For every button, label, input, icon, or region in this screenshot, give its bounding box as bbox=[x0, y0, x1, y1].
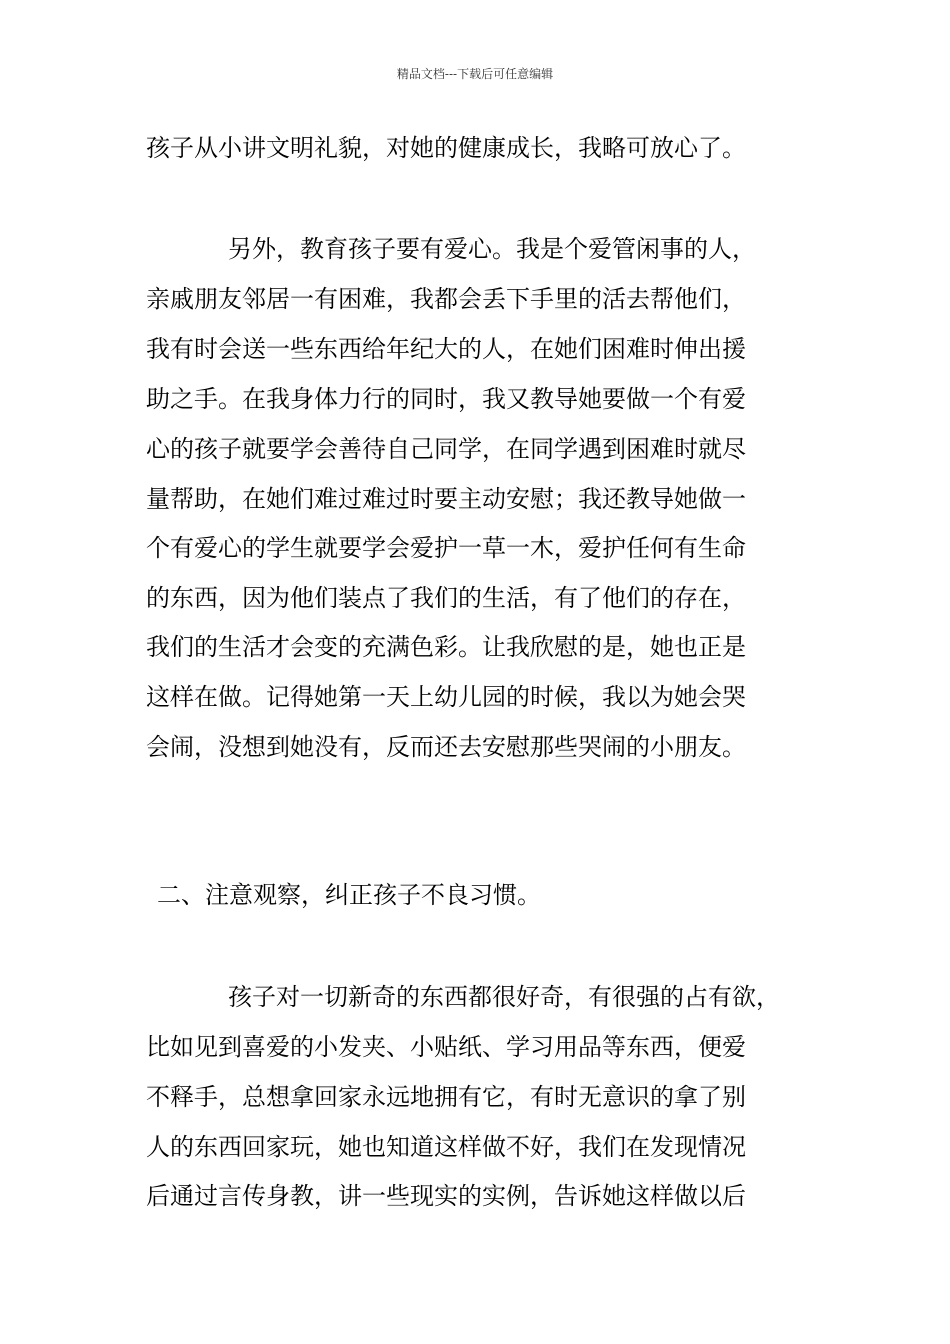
text-line: 孩子对一切新奇的东西都很好奇，有很强的占有欲， bbox=[228, 983, 780, 1011]
text-line: 比如见到喜爱的小发夹、小贴纸、学习用品等东西，便爱 bbox=[146, 1033, 746, 1061]
text-line: 会闹，没想到她没有，反而还去安慰那些哭闹的小朋友。 bbox=[146, 733, 746, 761]
text-line: 我有时会送一些东西给年纪大的人，在她们困难时伸出援 bbox=[146, 335, 746, 363]
section-heading: 二、注意观察，纠正孩子不良习惯。 bbox=[157, 881, 541, 909]
text-line: 助之手。在我身体力行的同时，我又教导她要做一个有爱 bbox=[146, 385, 746, 413]
text-line: 的东西，因为他们装点了我们的生活，有了他们的存在， bbox=[146, 584, 746, 612]
text-line: 量帮助，在她们难过难过时要主动安慰；我还教导她做一 bbox=[146, 485, 746, 513]
page-header: 精品文档---下载后可任意编辑 bbox=[396, 67, 554, 81]
text-line: 个有爱心的学生就要学会爱护一草一木，爱护任何有生命 bbox=[146, 534, 746, 562]
text-line: 后通过言传身教，讲一些现实的实例，告诉她这样做以后 bbox=[146, 1182, 746, 1210]
text-line: 另外，教育孩子要有爱心。我是个爱管闲事的人， bbox=[228, 235, 756, 263]
text-line: 不释手，总想拿回家永远地拥有它，有时无意识的拿了别 bbox=[146, 1083, 746, 1111]
text-line: 这样在做。记得她第一天上幼儿园的时候，我以为她会哭 bbox=[146, 683, 746, 711]
text-line: 心的孩子就要学会善待自己同学，在同学遇到困难时就尽 bbox=[146, 435, 746, 463]
text-line: 人的东西回家玩，她也知道这样做不好，我们在发现情况 bbox=[146, 1133, 746, 1161]
text-line: 亲戚朋友邻居一有困难，我都会丢下手里的活去帮他们， bbox=[146, 285, 746, 313]
text-line: 我们的生活才会变的充满色彩。让我欣慰的是，她也正是 bbox=[146, 633, 746, 661]
text-line: 孩子从小讲文明礼貌，对她的健康成长，我略可放心了。 bbox=[146, 134, 746, 162]
